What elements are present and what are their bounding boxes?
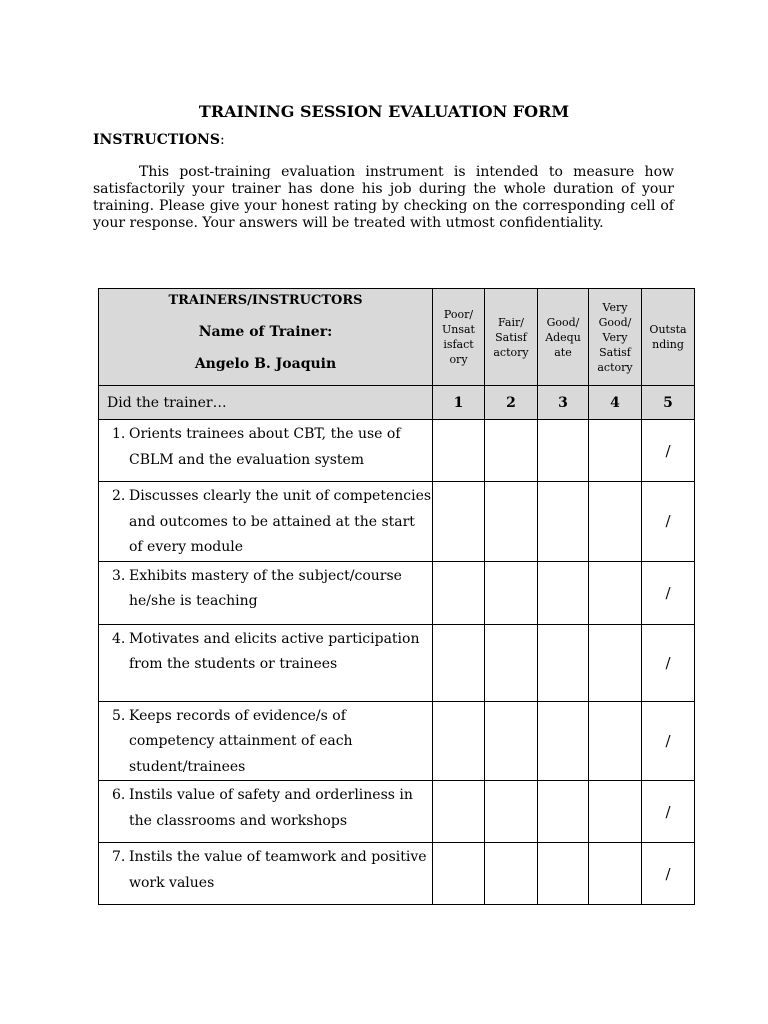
item-number: 1. [112, 426, 126, 442]
item-text-cell [99, 624, 433, 701]
instructions-label: INSTRUCTIONS [93, 132, 220, 148]
did-the-trainer-label: Did the trainer… [99, 386, 433, 420]
rating-label-line: actory [493, 345, 529, 359]
trainer-name: Angelo B. Joaquin [194, 356, 337, 372]
rating-header-very-good [589, 289, 642, 386]
instructions-text: This post-training evaluation instrument is intended to measure how satisfactorily your trainer has done his job during the whole duration of your training. Please give your honest rating by checking on the corresponding cell of your response. Your answers will be treated with utmost confidentiality. [93, 164, 674, 231]
rating-cell-5[interactable] [642, 843, 695, 905]
item-row [99, 701, 695, 781]
item-text: Instils the value of teamwork and positive work values [129, 849, 427, 891]
trainer-header-cell [99, 289, 433, 386]
rating-label-line: Unsat [442, 323, 475, 336]
rating-cell-1[interactable] [433, 624, 485, 701]
check-mark: / [665, 653, 671, 672]
rating-cell-4[interactable] [589, 781, 642, 843]
rating-header-fair [485, 289, 538, 386]
rating-cell-5[interactable] [642, 561, 695, 624]
rating-number-3: 3 [538, 386, 589, 420]
rating-cell-1[interactable] [433, 843, 485, 905]
item-text-cell [99, 701, 433, 781]
instructions-heading: INSTRUCTIONS: [93, 132, 225, 148]
rating-cell-5[interactable] [642, 624, 695, 701]
rating-label-line: Adequ [545, 330, 581, 344]
rating-cell-3[interactable] [538, 561, 589, 624]
rating-header-poor [433, 289, 485, 386]
rating-cell-1[interactable] [433, 701, 485, 781]
evaluation-table [98, 288, 695, 905]
rating-cell-4[interactable] [589, 482, 642, 562]
rating-cell-2[interactable] [485, 624, 538, 701]
item-rows [99, 420, 695, 905]
rating-cell-1[interactable] [433, 561, 485, 624]
item-row [99, 482, 695, 562]
rating-header-outstanding [642, 289, 695, 386]
item-text: Instils value of safety and orderliness in the classrooms and workshops [129, 787, 413, 829]
item-number: 2. [112, 488, 126, 504]
rating-cell-3[interactable] [538, 482, 589, 562]
form-title: TRAINING SESSION EVALUATION FORM [198, 102, 570, 121]
rating-label-line: Good/ [598, 315, 632, 329]
check-mark: / [665, 512, 671, 531]
rating-cell-5[interactable] [642, 701, 695, 781]
item-row [99, 624, 695, 701]
item-text-cell [99, 482, 433, 562]
rating-cell-2[interactable] [485, 561, 538, 624]
rating-cell-2[interactable] [485, 781, 538, 843]
item-number: 3. [112, 567, 126, 584]
rating-cell-3[interactable] [538, 420, 589, 482]
rating-cell-2[interactable] [485, 420, 538, 482]
rating-label-line: isfact [443, 338, 474, 351]
item-number: 4. [112, 630, 126, 647]
rating-label-line: Good/ [546, 315, 580, 329]
item-row [99, 843, 695, 905]
rating-cell-5[interactable] [642, 781, 695, 843]
check-mark: / [665, 802, 671, 821]
rating-cell-4[interactable] [589, 701, 642, 781]
rating-cell-1[interactable] [433, 420, 485, 482]
item-number: 7. [112, 849, 126, 865]
rating-cell-5[interactable] [642, 420, 695, 482]
item-text: Motivates and elicits active participation from the students or trainees [129, 630, 420, 672]
instructions-paragraph [93, 164, 674, 232]
rating-cell-1[interactable] [433, 482, 485, 562]
rating-cell-4[interactable] [589, 624, 642, 701]
rating-cell-2[interactable] [485, 843, 538, 905]
item-text: Orients trainees about CBT, the use of CBLM and the evaluation system [129, 426, 401, 468]
item-number: 6. [112, 787, 126, 803]
rating-label-line: actory [597, 360, 633, 374]
item-row [99, 561, 695, 624]
rating-cell-3[interactable] [538, 701, 589, 781]
rating-label-line: Very [602, 300, 628, 314]
item-number: 5. [112, 707, 126, 724]
rating-label-line: Satisf [495, 330, 527, 344]
item-row [99, 781, 695, 843]
trainer-name-label: Name of Trainer: [198, 324, 333, 340]
rating-cell-2[interactable] [485, 701, 538, 781]
item-text: Exhibits mastery of the subject/course he/she is teaching [129, 567, 402, 609]
rating-number-4: 4 [589, 386, 642, 420]
rating-label-line: Outsta [649, 323, 687, 336]
rating-number-1: 1 [433, 386, 485, 420]
item-text: Keeps records of evidence/s of competency attainment of each student/trainees [129, 707, 353, 775]
rating-label-line: Very [602, 330, 628, 344]
rating-number-5: 5 [642, 386, 695, 420]
check-mark: / [665, 441, 671, 460]
item-text: Discusses clearly the unit of competencies and outcomes to be attained at the start of every module [129, 488, 432, 555]
rating-label-line: Satisf [599, 345, 631, 359]
rating-cell-4[interactable] [589, 420, 642, 482]
rating-label-line: ate [554, 345, 572, 359]
rating-header-good [538, 289, 589, 386]
rating-label-line: ory [449, 353, 468, 366]
trainers-header-title: TRAINERS/INSTRUCTORS [168, 293, 363, 308]
rating-cell-1[interactable] [433, 781, 485, 843]
rating-label-line: Poor/ [443, 308, 474, 321]
rating-label-line: nding [652, 338, 684, 351]
rating-label-line: Fair/ [498, 315, 524, 329]
check-mark: / [665, 731, 671, 750]
item-text-cell [99, 561, 433, 624]
rating-cell-4[interactable] [589, 561, 642, 624]
rating-cell-4[interactable] [589, 843, 642, 905]
rating-cell-2[interactable] [485, 482, 538, 562]
item-row [99, 420, 695, 482]
item-text-cell [99, 843, 433, 905]
item-text-cell [99, 420, 433, 482]
rating-number-2: 2 [485, 386, 538, 420]
rating-cell-5[interactable] [642, 482, 695, 562]
rating-cell-3[interactable] [538, 624, 589, 701]
check-mark: / [665, 583, 671, 602]
item-text-cell [99, 781, 433, 843]
rating-cell-3[interactable] [538, 843, 589, 905]
check-mark: / [665, 864, 671, 883]
rating-cell-3[interactable] [538, 781, 589, 843]
